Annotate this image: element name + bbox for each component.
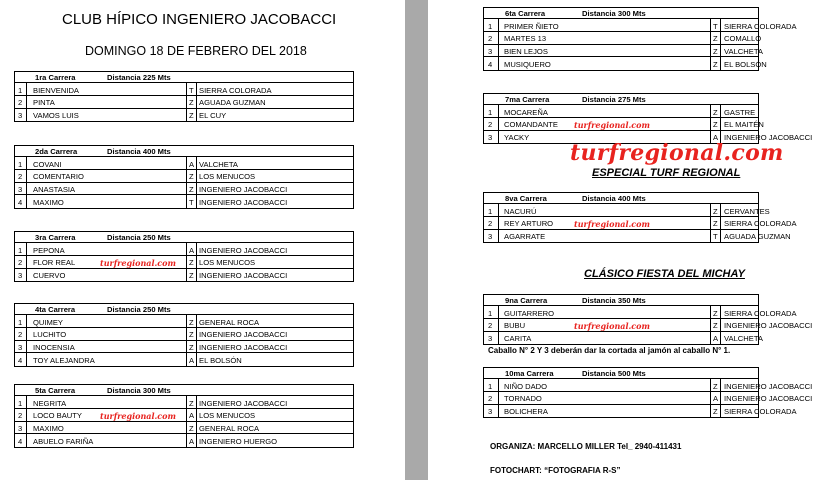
origin-place: AGUADA GUZMAN — [199, 98, 266, 108]
origin-code: Z — [189, 398, 194, 408]
origin-place: GENERAL ROCA — [199, 424, 260, 434]
horse-name: FLOR REAL — [33, 258, 76, 268]
watermark-large: turfregional.com — [570, 140, 784, 166]
race-header — [15, 72, 353, 83]
table-row — [484, 204, 770, 217]
especial-heading: ESPECIAL TURF REGIONAL — [592, 167, 741, 179]
origin-place: LOS MENUCOS — [199, 258, 256, 268]
entry-number: 2 — [488, 321, 493, 331]
table-row — [15, 434, 353, 447]
table-row — [15, 109, 353, 122]
entry-number: 3 — [18, 343, 23, 353]
entry-number: 1 — [488, 21, 493, 31]
race-distance: Distancia 250 Mts — [107, 305, 171, 314]
horse-name: YACKY — [504, 133, 530, 143]
race-title: 3ra Carrera — [35, 233, 76, 242]
entry-number: 4 — [18, 197, 23, 207]
race-title: 9na Carrera — [505, 296, 548, 305]
table-row — [15, 328, 353, 341]
entry-number: 3 — [18, 271, 23, 281]
entry-number: 4 — [488, 59, 493, 69]
table-row — [15, 170, 353, 183]
table-row — [15, 195, 353, 208]
race-header — [484, 295, 758, 306]
entry-number: 2 — [18, 330, 23, 340]
origin-place: INGENIERO HUERGO — [199, 436, 278, 446]
table-row — [15, 353, 353, 366]
origin-place: INGENIERO JACOBACCI — [724, 321, 813, 331]
entry-number: 4 — [18, 355, 23, 365]
origin-code: Z — [713, 107, 718, 117]
table-row — [484, 19, 797, 32]
horse-name: BUBU — [504, 321, 526, 331]
entry-number: 1 — [488, 308, 493, 318]
horse-name: ABUELO FARIÑA — [33, 436, 94, 446]
race-note: Caballo N° 2 Y 3 deberán dar la cortada al jamón al caballo N° 1. — [488, 346, 731, 355]
race-header — [484, 368, 758, 379]
origin-code: Z — [189, 317, 194, 327]
origin-code: Z — [713, 206, 718, 216]
entry-number: 1 — [18, 245, 23, 255]
entry-number: 2 — [18, 98, 23, 108]
horse-name: COMANDANTE — [504, 120, 559, 130]
horse-name: LOCO BAUTY — [33, 411, 82, 421]
horse-name: PINTA — [33, 98, 55, 108]
horse-name: COVANI — [33, 159, 62, 169]
horse-name: BOLICHERA — [504, 407, 548, 417]
origin-code: Z — [713, 321, 718, 331]
table-row — [15, 183, 353, 196]
entry-number: 2 — [488, 394, 493, 404]
origin-place: INGENIERO JACOBACCI — [199, 330, 288, 340]
origin-code: T — [189, 197, 194, 207]
race-title: 10ma Carrera — [505, 369, 554, 378]
origin-place: INGENIERO JACOBACCI — [199, 398, 288, 408]
origin-place: AGUADA GUZMAN — [724, 232, 791, 242]
horse-name: QUIMEY — [33, 317, 63, 327]
page-right — [428, 0, 840, 480]
watermark-small: turfregional.com — [100, 257, 176, 268]
table-row — [484, 45, 763, 58]
race-header — [15, 385, 353, 396]
origin-place: CERVANTES — [724, 206, 770, 216]
origin-place: INGENIERO JACOBACCI — [199, 197, 288, 207]
origin-code: A — [713, 133, 719, 143]
entry-number: 1 — [488, 381, 493, 391]
origin-code: Z — [189, 343, 194, 353]
race-header — [484, 94, 758, 105]
race-table — [14, 303, 354, 367]
horse-name: CARITA — [504, 334, 532, 344]
organiza-text: ORGANIZA: MARCELLO MILLER Tel_ 2940-411431 — [490, 442, 682, 451]
entry-number: 2 — [488, 120, 493, 130]
horse-name: MAXIMO — [33, 197, 64, 207]
entry-number: 3 — [18, 424, 23, 434]
race-table — [483, 367, 813, 418]
race-distance: Distancia 300 Mts — [107, 386, 171, 395]
page-left — [0, 0, 405, 480]
table-row — [484, 332, 763, 345]
entry-number: 3 — [488, 407, 493, 417]
origin-place: SIERRA COLORADA — [199, 85, 272, 95]
origin-place: GENERAL ROCA — [199, 317, 260, 327]
entry-number: 2 — [18, 258, 23, 268]
club-title: CLUB HÍPICO INGENIERO JACOBACCI — [62, 11, 337, 28]
race-distance: Distancia 225 Mts — [107, 73, 171, 82]
origin-code: Z — [189, 271, 194, 281]
entry-number: 4 — [18, 436, 23, 446]
horse-name: BIEN LEJOS — [504, 47, 548, 57]
table-row — [15, 315, 353, 328]
origin-code: A — [189, 436, 195, 446]
origin-code: Z — [713, 219, 718, 229]
origin-place: SIERRA COLORADA — [724, 407, 797, 417]
race-distance: Distancia 275 Mts — [582, 95, 646, 104]
table-row — [15, 83, 353, 96]
origin-place: INGENIERO JACOBACCI — [724, 394, 813, 404]
race-table — [14, 384, 354, 448]
watermark-small: turfregional.com — [574, 119, 650, 130]
origin-place: INGENIERO JACOBACCI — [199, 271, 288, 281]
watermark-small: turfregional.com — [574, 218, 650, 229]
horse-name: PEPONA — [33, 245, 65, 255]
origin-code: Z — [189, 185, 194, 195]
horse-name: CUERVO — [33, 271, 66, 281]
race-distance: Distancia 350 Mts — [582, 296, 646, 305]
horse-name: NIÑO DADO — [504, 381, 548, 391]
origin-code: A — [189, 245, 195, 255]
entry-number: 2 — [488, 34, 493, 44]
race-title: 1ra Carrera — [35, 73, 76, 82]
origin-code: Z — [189, 258, 194, 268]
origin-code: Z — [713, 407, 718, 417]
horse-name: GUITARRERO — [504, 308, 555, 318]
entry-number: 3 — [488, 334, 493, 344]
race-title: 8va Carrera — [505, 194, 547, 203]
race-header — [15, 232, 353, 243]
race-title: 6ta Carrera — [505, 9, 546, 18]
origin-code: T — [713, 21, 718, 31]
entry-number: 2 — [18, 411, 23, 421]
race-table — [483, 294, 813, 345]
table-row — [484, 306, 797, 319]
watermark-small: turfregional.com — [100, 410, 176, 421]
table-row — [484, 118, 764, 131]
entry-number: 2 — [18, 172, 23, 182]
origin-place: VALCHETA — [199, 159, 238, 169]
origin-code: A — [189, 159, 195, 169]
entry-number: 3 — [488, 232, 493, 242]
race-table — [14, 231, 354, 282]
horse-name: ANASTASIA — [33, 185, 76, 195]
origin-code: A — [189, 355, 195, 365]
race-table — [14, 145, 354, 209]
table-row — [15, 256, 353, 269]
origin-place: INGENIERO JACOBACCI — [724, 133, 813, 143]
horse-name: TOY ALEJANDRA — [33, 355, 95, 365]
race-distance: Distancia 250 Mts — [107, 233, 171, 242]
entry-number: 3 — [488, 133, 493, 143]
race-distance: Distancia 400 Mts — [107, 147, 171, 156]
horse-name: BIENVENIDA — [33, 85, 79, 95]
race-header — [15, 304, 353, 315]
entry-number: 3 — [18, 185, 23, 195]
origin-code: Z — [713, 34, 718, 44]
origin-place: LOS MENUCOS — [199, 411, 256, 421]
origin-code: A — [713, 394, 719, 404]
horse-name: MOCAREÑA — [504, 107, 548, 117]
origin-code: Z — [713, 381, 718, 391]
race-title: 4ta Carrera — [35, 305, 76, 314]
race-header — [15, 146, 353, 157]
origin-place: SIERRA COLORADA — [724, 308, 797, 318]
origin-code: Z — [189, 98, 194, 108]
origin-place: EL BOLSÓN — [724, 59, 767, 69]
origin-place: VALCHETA — [724, 47, 763, 57]
origin-code: Z — [189, 424, 194, 434]
race-header — [484, 193, 758, 204]
table-row — [15, 409, 353, 422]
entry-number: 1 — [18, 85, 23, 95]
table-row — [484, 217, 797, 230]
entry-number: 3 — [18, 111, 23, 121]
horse-name: AGARRATE — [504, 232, 546, 242]
origin-code: Z — [713, 308, 718, 318]
origin-place: LOS MENUCOS — [199, 172, 256, 182]
table-row — [484, 392, 813, 405]
event-date: DOMINGO 18 DE FEBRERO DEL 2018 — [85, 44, 307, 58]
table-row — [15, 341, 353, 354]
entry-number: 1 — [488, 107, 493, 117]
origin-place: INGENIERO JACOBACCI — [199, 343, 288, 353]
origin-place: COMALLO — [724, 34, 762, 44]
race-table — [483, 7, 797, 71]
origin-place: GASTRE — [724, 107, 756, 117]
race-distance: Distancia 300 Mts — [582, 9, 646, 18]
origin-place: INGENIERO JACOBACCI — [199, 245, 288, 255]
horse-name: NACURÚ — [504, 206, 537, 216]
table-row — [484, 32, 762, 45]
origin-code: Z — [713, 120, 718, 130]
entry-number: 1 — [488, 206, 493, 216]
race-table — [483, 192, 797, 243]
horse-name: REY ARTURO — [504, 219, 554, 229]
race-distance: Distancia 500 Mts — [582, 369, 646, 378]
origin-place: VALCHETA — [724, 334, 763, 344]
table-row — [15, 243, 353, 256]
table-row — [15, 157, 353, 170]
origin-place: SIERRA COLORADA — [724, 21, 797, 31]
race-title: 5ta Carrera — [35, 386, 76, 395]
race-distance: Distancia 400 Mts — [582, 194, 646, 203]
origin-code: Z — [713, 47, 718, 57]
table-row — [484, 405, 797, 418]
table-row — [15, 396, 353, 409]
origin-place: INGENIERO JACOBACCI — [724, 381, 813, 391]
horse-name: PRIMER ÑIETO — [504, 21, 559, 31]
table-row — [15, 96, 353, 109]
table-row — [15, 422, 353, 435]
origin-place: EL MAITÉN — [724, 120, 764, 130]
race-header — [484, 8, 758, 19]
table-row — [15, 269, 353, 282]
watermark-small: turfregional.com — [574, 320, 650, 331]
origin-code: T — [189, 85, 194, 95]
origin-code: Z — [189, 111, 194, 121]
origin-code: A — [713, 334, 719, 344]
table-row — [484, 105, 758, 118]
clasico-heading: CLÁSICO FIESTA DEL MICHAY — [584, 268, 745, 280]
race-title: 7ma Carrera — [505, 95, 550, 104]
horse-name: MAXIMO — [33, 424, 64, 434]
origin-code: A — [189, 411, 195, 421]
entry-number: 1 — [18, 317, 23, 327]
race-table — [14, 71, 354, 122]
origin-code: T — [713, 232, 718, 242]
table-row — [484, 57, 767, 70]
entry-number: 1 — [18, 159, 23, 169]
entry-number: 1 — [18, 398, 23, 408]
horse-name: TORNADO — [504, 394, 542, 404]
horse-name: NEGRITA — [33, 398, 67, 408]
race-title: 2da Carrera — [35, 147, 78, 156]
table-row — [484, 230, 791, 243]
horse-name: MARTES 13 — [504, 34, 547, 44]
entry-number: 3 — [488, 47, 493, 57]
table-row — [484, 379, 813, 392]
origin-code: Z — [189, 172, 194, 182]
origin-code: Z — [189, 330, 194, 340]
origin-place: INGENIERO JACOBACCI — [199, 185, 288, 195]
horse-name: COMENTARIO — [33, 172, 84, 182]
entry-number: 2 — [488, 219, 493, 229]
horse-name: INOCENSIA — [33, 343, 75, 353]
table-row — [484, 319, 813, 332]
race-table — [483, 93, 813, 144]
horse-name: VAMOS LUIS — [33, 111, 79, 121]
fotochart-text: FOTOCHART: “FOTOGRAFIA R-S” — [490, 466, 621, 475]
horse-name: LUCHITO — [33, 330, 67, 340]
origin-place: SIERRA COLORADA — [724, 219, 797, 229]
horse-name: MUSIQUERO — [504, 59, 551, 69]
origin-code: Z — [713, 59, 718, 69]
origin-place: EL BOLSÓN — [199, 355, 242, 365]
origin-place: EL CUY — [199, 111, 227, 121]
